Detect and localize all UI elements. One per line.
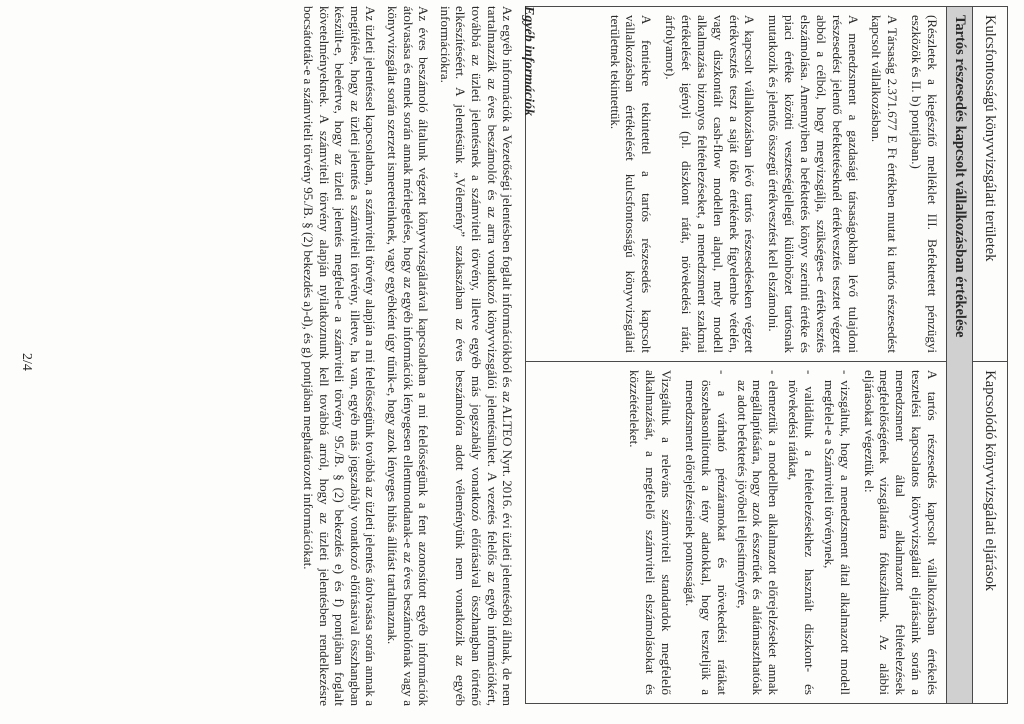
other-information-section	[294, 6, 536, 706]
procedures-intro: A tartós részesedés kapcsolt vállalkozásban értékelés tesztelési kapcsolatos könyvvizsgálati eljárásaink során a menedzsment által alkalmazott feltételezések megfelelőségének vizsgálatára fókuszáltunk. Az alábbi eljárásokat végeztük el:	[861, 369, 940, 695]
table-body-row	[526, 7, 946, 703]
other-information-heading: Egyéb információk	[521, 6, 536, 117]
list-item: - vizsgáltuk, hogy a menedzsment által alkalmazott modell megfelel-e a Számviteli törvénynek,	[821, 369, 853, 695]
key-area-column	[526, 7, 946, 362]
left-paragraph: A kapcsolt vállalkozásban lévő tartós részesedéseken végzett értékvesztés teszt a saját tőke értékének figyelembe vételén, vagy diszkontált cash-flow modellen alapul, mely modell alkalmazása bizonyos feltételezéseket, a menedzsment szakmai értékelését igényli (pl. diszkont rátát, növekedési rátát, árfolyamot).	[663, 15, 758, 353]
procedures-column	[526, 362, 946, 703]
key-audit-matters-table	[525, 6, 1008, 704]
other-info-paragraph: Az egyéb információk a Vezetőségi jelentésben foglalt információkból és az ALTEO Nyrt. 2016. évi üzleti jelentéséből állnak, de nem tartalmazzák az éves beszámolót és az arra vonatkozó könyvvizsgálói jelentésünket. A vezetés felelős az egyéb információkért, továbbá az üzleti jelentésnek a számviteli törvény, illetve egyéb más jogszabály vonatkozó előírásaival összhangban történő elkészítéséért. A jelentésünk „Vélemény” szakaszában az éves beszámolóra adott véleményünk nem vonatkozik az egyéb információkra.	[437, 6, 516, 706]
procedures-list	[682, 370, 853, 695]
list-item: - validáltuk a feltételezésekhez használt diszkont- és növekedési rátákat,	[786, 369, 817, 695]
col1-header: Kulcsfontosságú könyvvizsgálati területek	[973, 7, 1007, 362]
list-item: - elemeztük a modellben alkalmazott előrejelzéseket annak megállapítására, hogy azok ésszerűek és alátámaszthatóak az adott befektetés jövőbeli teljesítményére,	[734, 369, 782, 695]
col2-header: Kapcsolódó könyvvizsgálati eljárások	[982, 370, 998, 591]
left-paragraph: A fentiekre tekintettel a tartós részesedés kapcsolt vállalkozásban értékelését kulcsfontosságú könyvvizsgálati területnek tekintettük.	[607, 15, 655, 353]
table-header-row	[972, 7, 1007, 703]
list-item: - a várható pénzáramokat és növekedési rátákat összehasonlítottuk a tény adatokkal, hogy teszteljük a menedzsment előrejelzéseinek pontosságát.	[682, 369, 730, 695]
other-info-paragraph: Az éves beszámoló általunk végzett könyvvizsgálatával kapcsolatban a mi felelősségünk a fent azonosított egyéb információk átolvasása és ennek során annak mérlegelése, hogy az egyéb információk lényegesen ellentmondanak-e az éves beszámolónak vagy a könyvvizsgálat során szerzett ismereteinknek, vagy egyébként úgy tűnik-e, hogy azok lényeges hibás állítást tartalmaznak.	[385, 6, 432, 706]
other-info-paragraph: Az üzleti jelentéssel kapcsolatban, a számviteli törvény alapján a mi felelősségünk továbbá az üzleti jelentés átolvasása során annak a megítélése, hogy az üzleti jelentés a számviteli törvény, illetve, ha van, egyéb más jogszabály vonatkozó előírásaival összhangban készült-e, beleértve, hogy az üzleti jelentés megfelel-e a számviteli törvény 95./B. § (2) bekezdés e) és f) pontjában foglalt követelményeknek. A számviteli törvény alapján nyilatkoznunk kell továbbá arról, hogy az üzleti jelentésben rendelkezésre bocsátották-e a számviteli törvény 95./B. § (2) bekezdés a)-d), és g) pontjában meghatározott információkat.	[301, 6, 379, 706]
section-title: Tartós részesedés kapcsolt vállalkozásban értékelése	[946, 7, 972, 703]
left-paragraph: A Társaság 2.371.677 E Ft értékben mutat ki tartós részesedést kapcsolt vállalkozásban.	[869, 15, 901, 353]
procedures-closing: Vizsgáltuk a releváns számviteli standardok megfelelő alkalmazását, a megfelelő számviteli elszámolásokat és közzétételeket.	[627, 369, 675, 695]
page-number: 2/4	[19, 353, 34, 371]
left-paragraph: A menedzsment a gazdasági társaságokban lévő tulajdoni részesedést jelentő befektetéseknél értékvesztés tesztet végzett abból a célból, hogy megvizsgálja, szükséges-e értékvesztés elszámolása. Amennyiben a befektetés könyv szerinti értéke és piaci értéke közötti veszteségjellegű különbözet tartósnak mutatkozik és jelentős összegű értékvesztést kell elszámolni.	[766, 15, 861, 353]
left-paragraph: (Részletek a kiegészítő melléklet III. Befektetett pénzügyi eszközök és II. b) pontjában.)	[909, 15, 940, 353]
